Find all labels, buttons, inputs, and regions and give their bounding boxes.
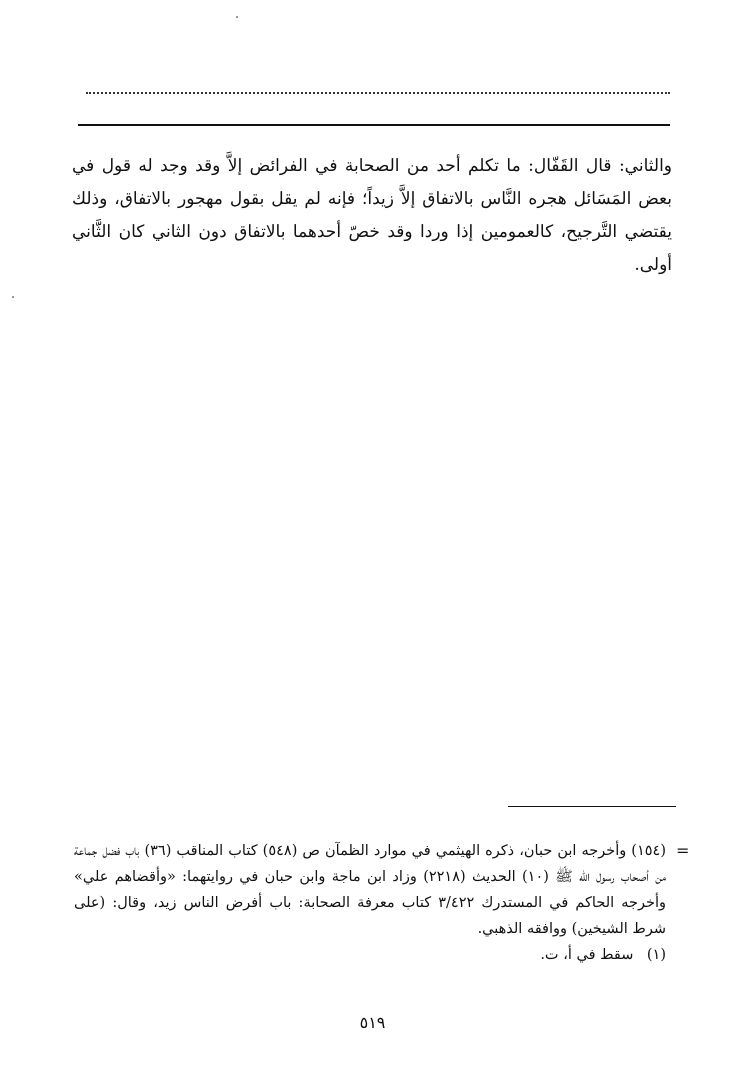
- footnote-separator: [508, 806, 676, 807]
- footnote-item: [74, 942, 666, 968]
- main-text: [72, 150, 672, 282]
- main-paragraph: والثاني: قال القَفّال: ما تكلم أحد من الصحابة في الفرائض إلاَّ وقد وجد له قول في بعض المَسَائل هجره النَّاس بالاتفاق إلاَّ زيداً؛ فإنه لم يقل بقول مهجور بالاتفاق، وذلك يقتضي التَّرجيح، كالعمومين إذا وردا وقد خصّ أحدهما بالاتفاق دون الثاني كان الثَّاني أولى.: [72, 156, 672, 275]
- footnote-text: سقط في أ، ت.: [540, 947, 634, 963]
- page-number: ٥١٩: [359, 1013, 386, 1032]
- header-rule: [78, 124, 670, 126]
- footnote-number: (١): [646, 947, 666, 963]
- footnote-continued: [74, 838, 666, 942]
- footnote-continued-text: (١٥٤) وأخرجه ابن حبان، ذكره الهيثمي في موارد الظمآن ص (٥٤٨) كتاب المناقب (٣٦) باب فضل جماعة من أصحاب رسول الله ﷺ (١٠) الحديث (٢٢١٨) وزاد ابن ماجة وابن حبان في روايتهما: «وأقضاهم علي» وأخرجه الحاكم في المستدرك ٣/٤٢٢ كتاب معرفة الصحابة: باب أفرض الناس زيد، وقال: (على شرط الشيخين) ووافقه الذهبي.: [74, 843, 667, 937]
- dotted-separator: [86, 92, 670, 94]
- footnote-continuation-mark: =: [676, 841, 690, 860]
- scan-speck: [236, 16, 238, 18]
- scan-speck: [12, 296, 14, 298]
- footnotes: [74, 838, 666, 968]
